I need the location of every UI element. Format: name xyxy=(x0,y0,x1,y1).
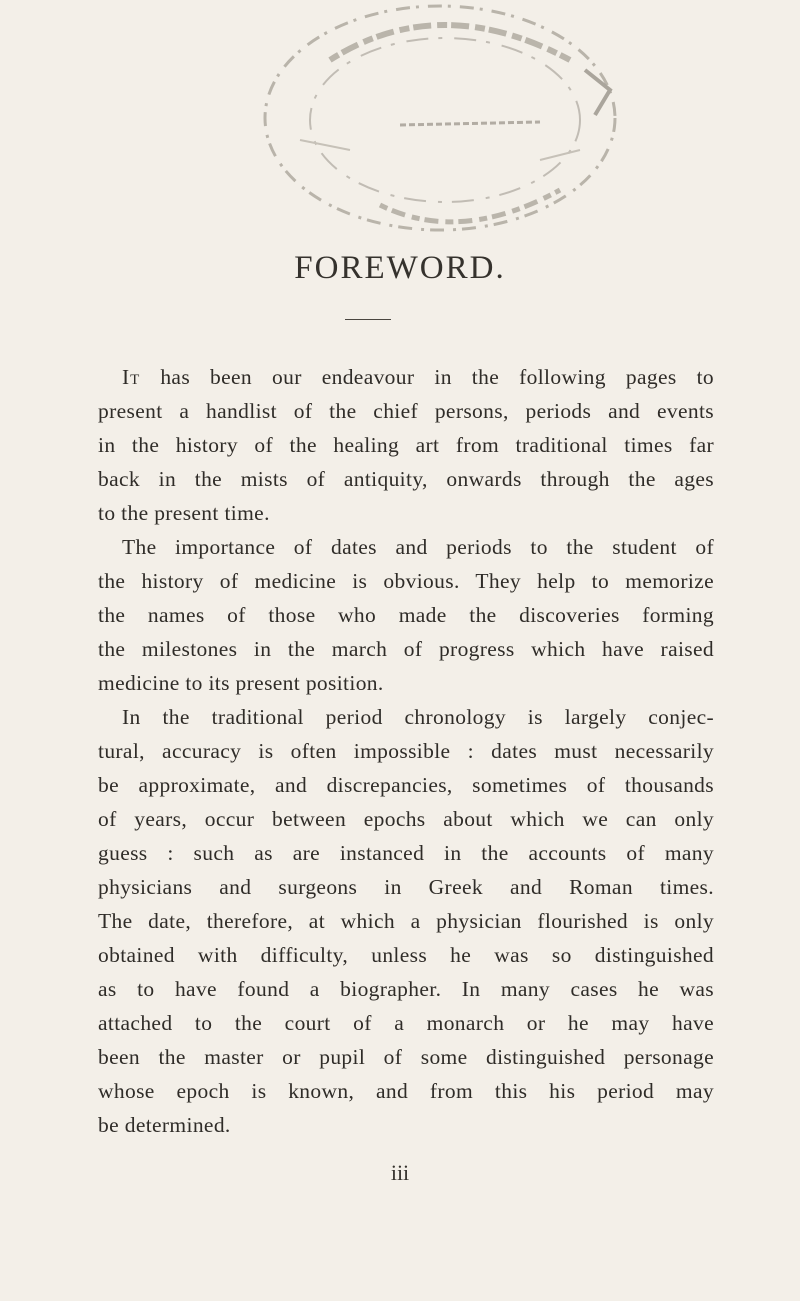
title-divider xyxy=(345,319,391,320)
text-line: attached to the court of a monarch or he may have xyxy=(98,1011,714,1035)
text-line xyxy=(98,360,714,394)
line-text: has been our endeavour in the following pages to xyxy=(140,365,714,389)
text-line: the milestones in the march of progress which have raised xyxy=(98,637,714,661)
text-line: the history of medicine is obvious. They help to memorize xyxy=(98,569,714,593)
text-line: tural, accuracy is often impossible : dates must necessarily xyxy=(98,739,714,763)
text-line: to the present time. xyxy=(98,501,270,525)
text-line: the names of those who made the discoveries forming xyxy=(98,603,714,627)
library-stamp-image xyxy=(240,0,640,240)
text-line: guess : such as are instanced in the accounts of many xyxy=(98,841,714,865)
text-line: In the traditional period chronology is largely conjec- xyxy=(122,705,714,729)
text-line: medicine to its present position. xyxy=(98,671,384,695)
text-line: of years, occur between epochs about which we can only xyxy=(98,807,714,831)
text-line: back in the mists of antiquity, onwards through the ages xyxy=(98,467,714,491)
text-line: as to have found a biographer. In many cases he was xyxy=(98,977,714,1001)
text-line: The importance of dates and periods to the student of xyxy=(122,535,714,559)
text-line: in the history of the healing art from traditional times far xyxy=(98,433,714,457)
paragraph-1 xyxy=(98,360,714,530)
text-line: been the master or pupil of some distinguished personage xyxy=(98,1045,714,1069)
body-text xyxy=(98,360,714,1142)
text-line: obtained with difficulty, unless he was so distinguished xyxy=(98,943,714,967)
text-line: be determined. xyxy=(98,1113,231,1137)
text-line: whose epoch is known, and from this his period may xyxy=(98,1079,714,1103)
drop-word: It xyxy=(122,365,141,389)
page-title: FOREWORD. xyxy=(294,250,506,286)
page-number: iii xyxy=(390,1160,410,1185)
paragraph-2 xyxy=(98,530,714,700)
paragraph-3 xyxy=(98,700,714,1142)
text-line: The date, therefore, at which a physician flourished is only xyxy=(98,909,714,933)
text-line: physicians and surgeons in Greek and Roman times. xyxy=(98,875,714,899)
text-line: be approximate, and discrepancies, sometimes of thousands xyxy=(98,773,714,797)
text-line: present a handlist of the chief persons, periods and events xyxy=(98,399,714,423)
